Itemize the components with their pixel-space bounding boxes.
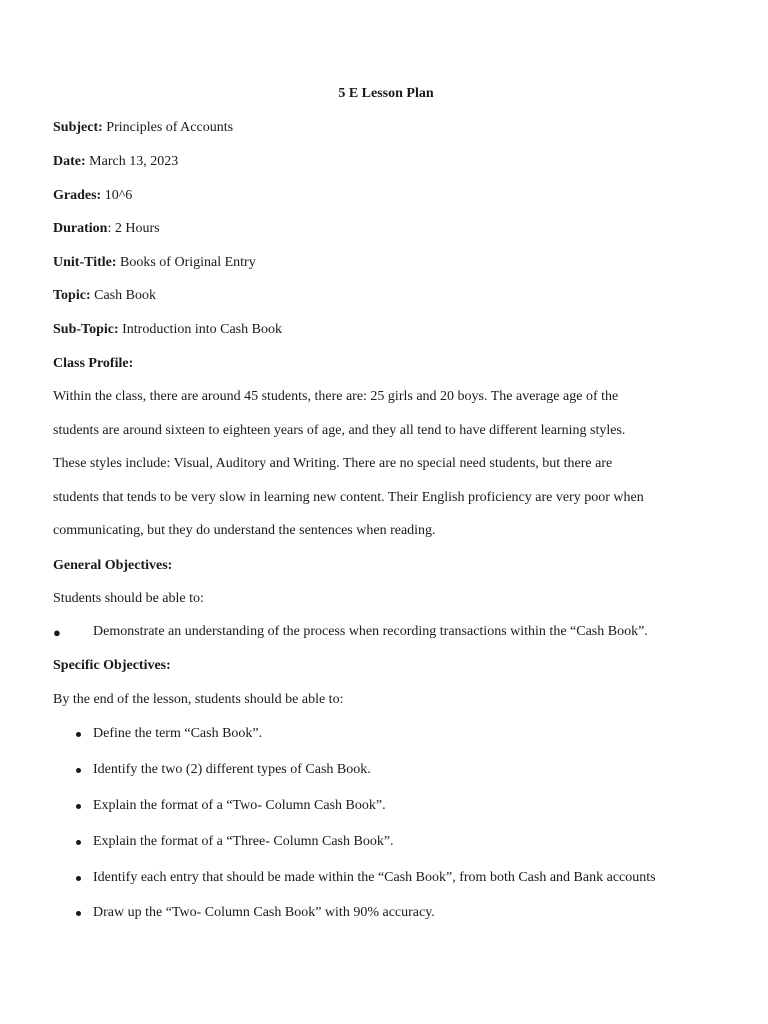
duration-field — [53, 221, 160, 237]
class-profile-line: Within the class, there are around 45 students, there are: 25 girls and 20 boys. The average age of the — [53, 389, 619, 404]
date-label: Date: — [53, 154, 86, 169]
bullet-icon — [76, 876, 81, 881]
bullet-icon — [76, 768, 81, 773]
specific-objective-item: Draw up the “Two- Column Cash Book” with 90% accuracy. — [93, 905, 435, 920]
bullet-icon — [76, 840, 81, 845]
specific-objective-item: Explain the format of a “Two- Column Cash Book”. — [93, 798, 386, 813]
unit-title-field — [53, 255, 256, 271]
sub-topic-field — [53, 322, 282, 338]
topic-field — [53, 288, 156, 304]
bullet-icon — [76, 732, 81, 737]
specific-objective-item: Explain the format of a “Three- Column Cash Book”. — [93, 834, 394, 849]
topic-label: Topic: — [53, 288, 91, 303]
duration-value: : 2 Hours — [107, 221, 160, 236]
specific-objective-item: Define the term “Cash Book”. — [93, 726, 263, 741]
bullet-icon: ● — [53, 625, 61, 640]
general-objectives-intro: Students should be able to: — [53, 591, 204, 606]
class-profile-line: communicating, but they do understand the sentences when reading. — [53, 523, 436, 538]
subject-label: Subject: — [53, 120, 103, 135]
subject-value: Principles of Accounts — [102, 120, 234, 135]
general-objective-item: Demonstrate an understanding of the process when recording transactions within the “Cash Book”. — [93, 624, 648, 639]
sub-topic-label: Sub-Topic: — [53, 322, 119, 337]
class-profile-line: students that tends to be very slow in learning new content. Their English proficiency are very poor when — [53, 490, 644, 505]
grades-field — [53, 188, 132, 204]
general-objectives-heading: General Objectives: — [53, 558, 173, 573]
unit-title-value: Books of Original Entry — [116, 255, 256, 270]
grades-label: Grades: — [53, 188, 102, 203]
specific-objective-item: Identify the two (2) different types of Cash Book. — [93, 762, 371, 777]
class-profile-line: students are around sixteen to eighteen years of age, and they all tend to have different learning styles. — [53, 423, 626, 438]
specific-objectives-intro: By the end of the lesson, students should be able to: — [53, 692, 344, 707]
specific-objective-item: Identify each entry that should be made within the “Cash Book”, from both Cash and Bank accounts — [93, 870, 656, 885]
duration-label: Duration — [53, 221, 108, 236]
sub-topic-value: Introduction into Cash Book — [118, 322, 282, 337]
specific-objectives-heading: Specific Objectives: — [53, 658, 171, 673]
class-profile-heading: Class Profile: — [53, 356, 134, 371]
document-title: 5 E Lesson Plan — [338, 86, 434, 101]
grades-value: 10^6 — [101, 188, 133, 203]
class-profile-line: These styles include: Visual, Auditory and Writing. There are no special need students, but there are — [53, 456, 613, 471]
subject-field — [53, 120, 233, 136]
unit-title-label: Unit-Title: — [53, 255, 117, 270]
date-value: March 13, 2023 — [85, 154, 179, 169]
bullet-icon — [76, 804, 81, 809]
topic-value: Cash Book — [90, 288, 156, 303]
bullet-icon — [76, 911, 81, 916]
date-field — [53, 154, 178, 170]
